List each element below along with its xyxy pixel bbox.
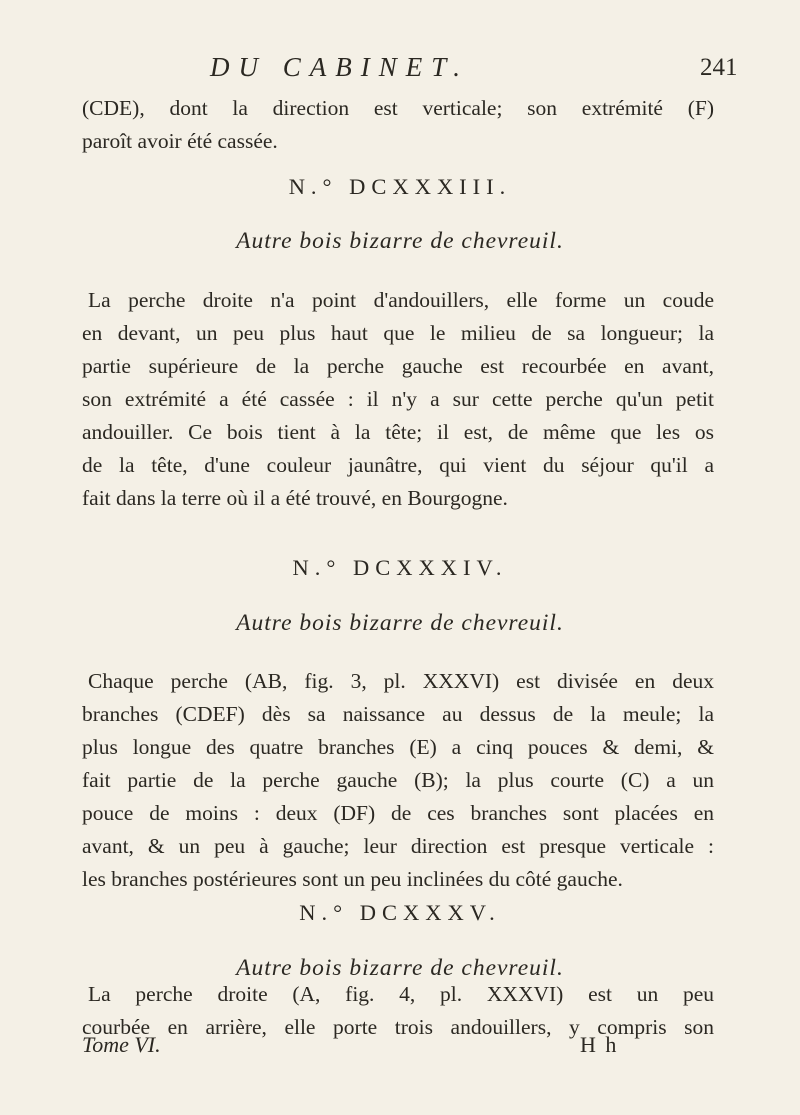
entry-number: N.° DCXXXV. [299, 900, 501, 925]
signature-mark: H h [580, 1032, 619, 1057]
text-line: avant, & un peu à gauche; leur direction est presque verticale : [82, 834, 714, 858]
text-line: fait partie de la perche gauche (B); la plus courte (C) a un [82, 768, 714, 792]
page-number: 241 [700, 54, 738, 81]
text-line: de la tête, d'une couleur jaunâtre, qui vient du séjour qu'il a [82, 453, 714, 477]
entry-subtitle: Autre bois bizarre de chevreuil. [236, 228, 564, 254]
entry-paragraph [82, 665, 714, 896]
text-line: La perche droite (A, fig. 4, pl. XXXVI) est un peu [88, 982, 714, 1006]
entry-number: N.° DCXXXIV. [292, 555, 508, 580]
text-line: (CDE), dont la direction est verticale; son extrémité (F) [82, 96, 714, 120]
entry-paragraph [82, 284, 714, 515]
text-line: branches (CDEF) dès sa naissance au dessus de la meule; la [82, 702, 714, 726]
text-line: courbée en arrière, elle porte trois andouillers, y compris son [82, 1015, 714, 1039]
page-footer [82, 1032, 714, 1062]
volume-label: Tome VI. [82, 1032, 161, 1057]
page-header [0, 52, 800, 86]
text-line: andouiller. Ce bois tient à la tête; il est, de même que les os [82, 420, 714, 444]
text-line: son extrémité a été cassée : il n'y a sur cette perche qu'un petit [82, 387, 714, 411]
text-line: partie supérieure de la perche gauche est recourbée en avant, [82, 354, 714, 378]
entry-subtitle: Autre bois bizarre de chevreuil. [236, 610, 564, 636]
text-line: paroît avoir été cassée. [82, 129, 278, 153]
running-title: DU CABINET. [210, 52, 469, 82]
text-line: en devant, un peu plus haut que le milieu de sa longueur; la [82, 321, 714, 345]
text-line: La perche droite n'a point d'andouillers, elle forme un coude [88, 288, 714, 312]
text-line: fait dans la terre où il a été trouvé, en Bourgogne. [82, 486, 508, 510]
text-line: plus longue des quatre branches (E) a cinq pouces & demi, & [82, 735, 714, 759]
text-line: les branches postérieures sont un peu inclinées du côté gauche. [82, 867, 623, 891]
continuation-paragraph [82, 92, 714, 158]
entry-number: N.° DCXXXIII. [288, 174, 512, 199]
entry-subtitle: Autre bois bizarre de chevreuil. [236, 955, 564, 981]
text-line: Chaque perche (AB, fig. 3, pl. XXXVI) est divisée en deux [88, 669, 714, 693]
text-line: pouce de moins : deux (DF) de ces branches sont placées en [82, 801, 714, 825]
